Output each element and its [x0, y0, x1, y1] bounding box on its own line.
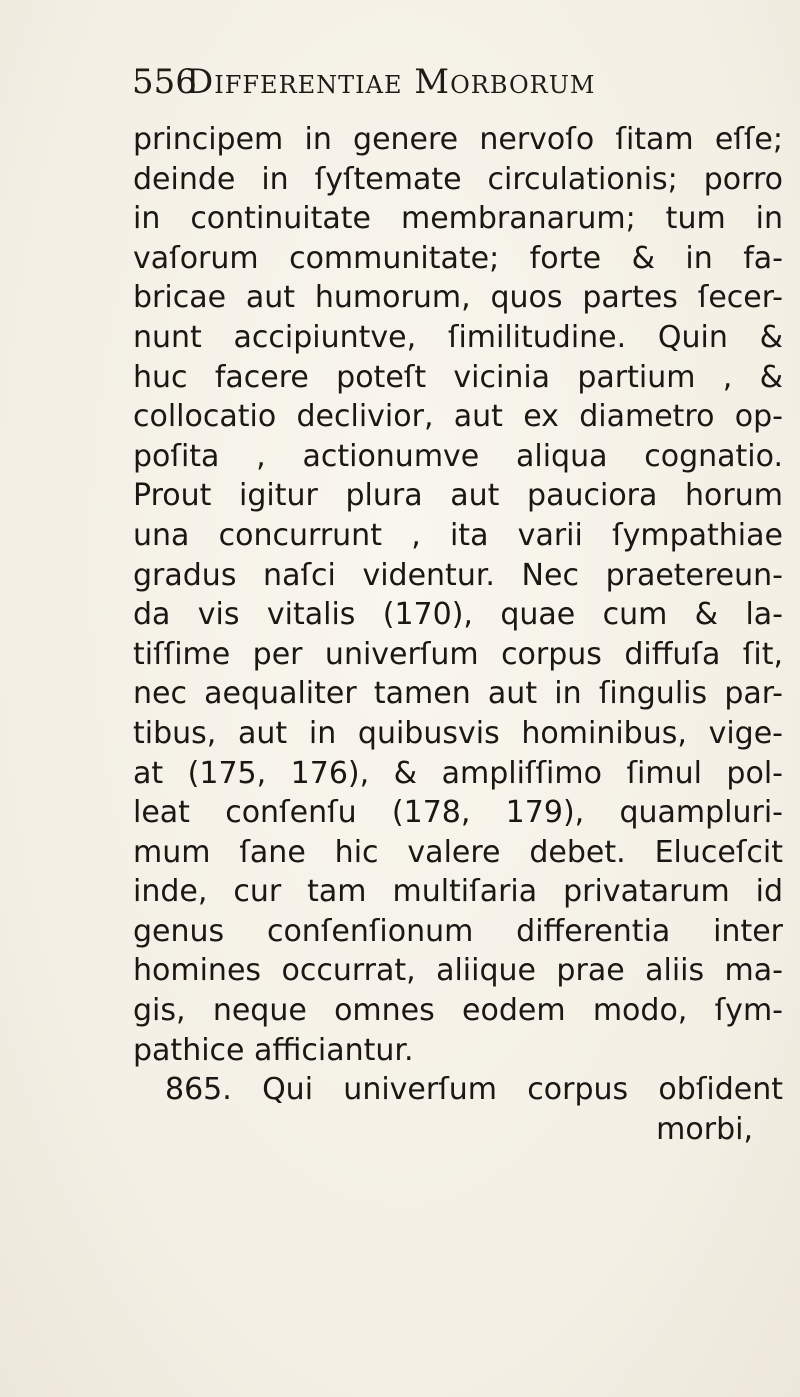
text-line: da vis vitalis (170), quae cum & la-: [133, 597, 783, 633]
text-line: nunt accipiuntve, ſimilitudine. Quin &: [133, 319, 783, 355]
text-line: bricae aut humorum, quos partes ſecer-: [133, 280, 783, 316]
text-line: una concurrunt , ita varii ſympathiae: [133, 517, 783, 553]
text-line: mum ſane hic valere debet. Eluceſcit: [133, 834, 783, 870]
text-line: homines occurrat, aliique prae aliis ma-: [133, 953, 783, 989]
catchword-line: morbi,: [656, 1111, 753, 1147]
text-line: poſita , actionumve aliqua cognatio.: [133, 438, 783, 474]
text-line: collocatio declivior, aut ex diametro op-: [133, 399, 783, 435]
page-header: [132, 62, 772, 106]
text-line: pathice afficiantur.: [133, 1032, 414, 1068]
text-line: genus conſenſionum differentia inter: [133, 913, 783, 949]
text-line: Prout igitur plura aut pauciora horum: [133, 478, 783, 514]
text-line: tiſſime per univerſum corpus diffuſa ſit,: [133, 636, 783, 672]
text-line: leat conſenſu (178, 179), quampluri-: [133, 795, 783, 831]
page-number: 556: [132, 62, 197, 102]
text-line: vaſorum communitate; forte & in fa-: [133, 240, 783, 276]
section-start-line: 865. Qui univerſum corpus obſident: [165, 1072, 783, 1108]
text-line: tibus, aut in quibusvis hominibus, vige-: [133, 715, 783, 751]
text-line: nec aequaliter tamen aut in ſingulis par-: [133, 676, 783, 712]
text-line: inde, cur tam multiſaria privatarum id: [133, 874, 783, 910]
text-line: gradus naſci videntur. Nec praetereun-: [133, 557, 783, 593]
text-line: huc facere poteſt vicinia partium , &: [133, 359, 783, 395]
text-line: gis, neque omnes eodem modo, ſym-: [133, 993, 783, 1029]
body-text: [133, 120, 783, 1149]
text-line: deinde in ſyſtemate circulationis; porro: [133, 161, 783, 197]
text-line: in continuitate membranarum; tum in: [133, 201, 783, 237]
text-line: principem in genere nervoſo ſitam eſſe;: [133, 122, 783, 157]
running-title: Differentiae Morborum: [186, 62, 596, 102]
text-line: at (175, 176), & ampliſſimo ſimul pol-: [133, 755, 783, 791]
